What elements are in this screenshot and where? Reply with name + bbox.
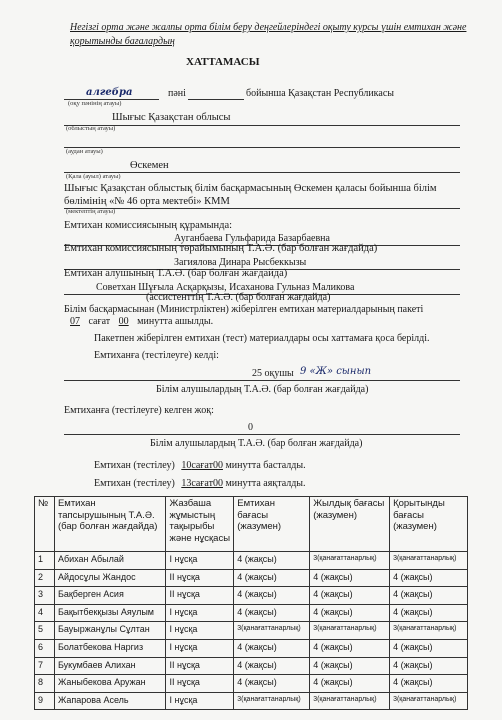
variant: I нұсқа [166, 639, 234, 657]
variant: II нұсқа [166, 657, 234, 675]
table-row [35, 622, 468, 640]
year-grade: 3(қанағаттанарлық) [310, 622, 390, 640]
school-line-2: бөлімінің «№ 46 орта мектебі» КММ [64, 196, 230, 207]
start-suffix: минутта басталды. [225, 460, 306, 471]
variant: I нұсқа [166, 604, 234, 622]
table-row [35, 569, 468, 587]
exam-grade: 4 (жақсы) [234, 552, 310, 570]
came-caption: Білім алушылардың Т.А.Ә. (бар болған жағдайда) [156, 384, 369, 395]
table-row [35, 639, 468, 657]
member-name: Загиялова Динара Рысбеккызы [174, 257, 307, 268]
final-grade: 4 (жақсы) [390, 587, 468, 605]
year-grade: 3(қанағаттанарлық) [310, 552, 390, 570]
package-minute-label: минутта ашылды. [137, 316, 214, 327]
header-year-grade: Жылдық бағасы (жазумен) [310, 497, 390, 552]
document-title: ХАТТАМАСЫ [186, 56, 260, 68]
header-line-2: қорытынды бағалардың [70, 36, 175, 47]
student-name: Болатбекова Наргиз [54, 639, 166, 657]
assistants-label: Емтихан алушының Т.А.Ә. (бар болған жағдайда) [64, 268, 288, 279]
region-value: Шығыс Қазақстан облысы [112, 112, 231, 123]
student-name: Жапарова Асель [54, 692, 166, 710]
final-grade: 4 (жақсы) [390, 569, 468, 587]
table-row [35, 604, 468, 622]
row-number: 8 [35, 675, 55, 693]
exam-grade: 4 (жақсы) [234, 657, 310, 675]
start-hour: 10 [181, 460, 192, 471]
end-hour: 13 [181, 478, 192, 489]
header-number: № [35, 497, 55, 552]
chair-label: Емтихан комиссиясының төрайымының Т.А.Ә. (бар болған жағдайда) [64, 243, 378, 254]
exam-grade: 4 (жақсы) [234, 604, 310, 622]
exam-grade: 4 (жақсы) [234, 587, 310, 605]
subject-caption: (оқу пәнінің атауы) [68, 100, 122, 107]
exam-grade: 4 (жақсы) [234, 639, 310, 657]
row-number: 1 [35, 552, 55, 570]
table-row [35, 552, 468, 570]
assistants-names: Советхан Шұғыла Асқарқызы, Исаханова Гульназ Маликова [96, 282, 355, 293]
table-row [35, 692, 468, 710]
table-header-row [35, 497, 468, 552]
end-time [94, 478, 306, 489]
row-number: 4 [35, 604, 55, 622]
city-value: Өскемен [130, 160, 169, 171]
end-min: 00 [212, 478, 223, 489]
year-grade: 3(қанағаттанарлық) [310, 692, 390, 710]
year-grade: 4 (жақсы) [310, 657, 390, 675]
absent-count: 0 [248, 422, 253, 433]
end-suffix: минутта аяқталды. [225, 478, 306, 489]
student-name: Айдосұлы Жандос [54, 569, 166, 587]
final-grade: 4 (жақсы) [390, 639, 468, 657]
start-hour-label: сағат [191, 460, 213, 471]
variant: II нұсқа [166, 675, 234, 693]
year-grade: 4 (жақсы) [310, 569, 390, 587]
year-grade: 4 (жақсы) [310, 639, 390, 657]
table-row [35, 587, 468, 605]
header-name: Емтихан тапсырушының Т.А.Ә. (бар болған жағдайда) [54, 497, 166, 552]
student-name: Бақберген Асия [54, 587, 166, 605]
exam-grade: 4 (жақсы) [234, 569, 310, 587]
student-name: Букумбаев Алихан [54, 657, 166, 675]
final-grade: 3(қанағаттанарлық) [390, 692, 468, 710]
row-number: 6 [35, 639, 55, 657]
school-caption: (мектептің атауы) [66, 208, 116, 215]
variant: I нұсқа [166, 622, 234, 640]
package-hour-label: сағат [88, 316, 111, 327]
came-class-handwritten: 9 «Ж» сынып [300, 366, 372, 377]
exam-grade: 4 (жақсы) [234, 675, 310, 693]
district-caption: (аудан атауы) [66, 148, 103, 155]
package-time [64, 316, 213, 327]
final-grade: 4 (жақсы) [390, 604, 468, 622]
table-row [35, 657, 468, 675]
student-name: Бауыржанұлы Сұлтан [54, 622, 166, 640]
end-hour-label: сағат [191, 478, 213, 489]
subject-after-2: бойынша Қазақстан Республикасы [246, 88, 394, 99]
final-grade: 4 (жақсы) [390, 675, 468, 693]
variant: II нұсқа [166, 587, 234, 605]
year-grade: 4 (жақсы) [310, 587, 390, 605]
chair-name: Ауганбаева Гульфарида Базарбаевна [174, 233, 330, 244]
table-row [35, 675, 468, 693]
student-name: Абихан Абылай [54, 552, 166, 570]
package-minute: 00 [118, 316, 129, 327]
absent-caption: Білім алушылардың Т.А.Ә. (бар болған жағдайда) [150, 438, 363, 449]
start-prefix: Емтихан (тестілеу) [94, 460, 175, 471]
student-name: Бақытбекқызы Аяулым [54, 604, 166, 622]
package-hour: 07 [70, 316, 80, 327]
row-number: 3 [35, 587, 55, 605]
row-number: 2 [35, 569, 55, 587]
subject-after: пәні [168, 88, 186, 99]
variant: II нұсқа [166, 569, 234, 587]
year-grade: 4 (жақсы) [310, 604, 390, 622]
header-final-grade: Қорытынды бағасы (жазумен) [390, 497, 468, 552]
row-number: 5 [35, 622, 55, 640]
start-time [94, 460, 306, 471]
exam-grade: 3(қанағаттанарлық) [234, 622, 310, 640]
package-text: Білім басқармасынан (Министрліктен) жіберілген емтихан материалдарының пакеті [64, 304, 424, 315]
header-line-1: Негізгі орта және жалпы орта білім беру деңгейлеріндегі оқыту курсы үшін емтихан және [70, 22, 467, 33]
package-attached: Пакетпен жіберілген емтихан (тест) материалдары осы хаттамаға қоса берілді. [94, 333, 430, 344]
year-grade: 4 (жақсы) [310, 675, 390, 693]
region-caption: (облыстың атауы) [66, 125, 116, 132]
end-prefix: Емтихан (тестілеу) [94, 478, 175, 489]
variant: I нұсқа [166, 552, 234, 570]
came-count: 25 оқушы [252, 368, 294, 379]
student-name: Жаныбекова Аружан [54, 675, 166, 693]
variant: I нұсқа [166, 692, 234, 710]
subject-value: алгебра [86, 87, 133, 98]
school-line-1: Шығыс Қазақстан облыстық білім басқармасының Өскемен қаласы бойынша білім [64, 183, 437, 194]
row-number: 9 [35, 692, 55, 710]
final-grade: 4 (жақсы) [390, 657, 468, 675]
final-grade: 3(қанағаттанарлық) [390, 552, 468, 570]
exam-grade: 3(қанағаттанарлық) [234, 692, 310, 710]
city-caption: (Қала (ауыл) атауы) [66, 173, 121, 180]
row-number: 7 [35, 657, 55, 675]
assistants-caption: (ассистенттің Т.А.Ә. (бар болған жағдайда) [146, 292, 331, 303]
header-variant: Жазбаша жұмыстың тақырыбы және нұсқасы [166, 497, 234, 552]
final-grade: 3(қанағаттанарлық) [390, 622, 468, 640]
start-min: 00 [212, 460, 223, 471]
commission-label: Емтихан комиссиясының құрамында: [64, 220, 233, 231]
header-exam-grade: Емтихан бағасы (жазумен) [234, 497, 310, 552]
came-label: Емтиханға (тестілеуге) келді: [94, 350, 219, 361]
absent-label: Емтиханға (тестілеуге) келген жоқ: [64, 405, 214, 416]
results-table [34, 496, 468, 710]
